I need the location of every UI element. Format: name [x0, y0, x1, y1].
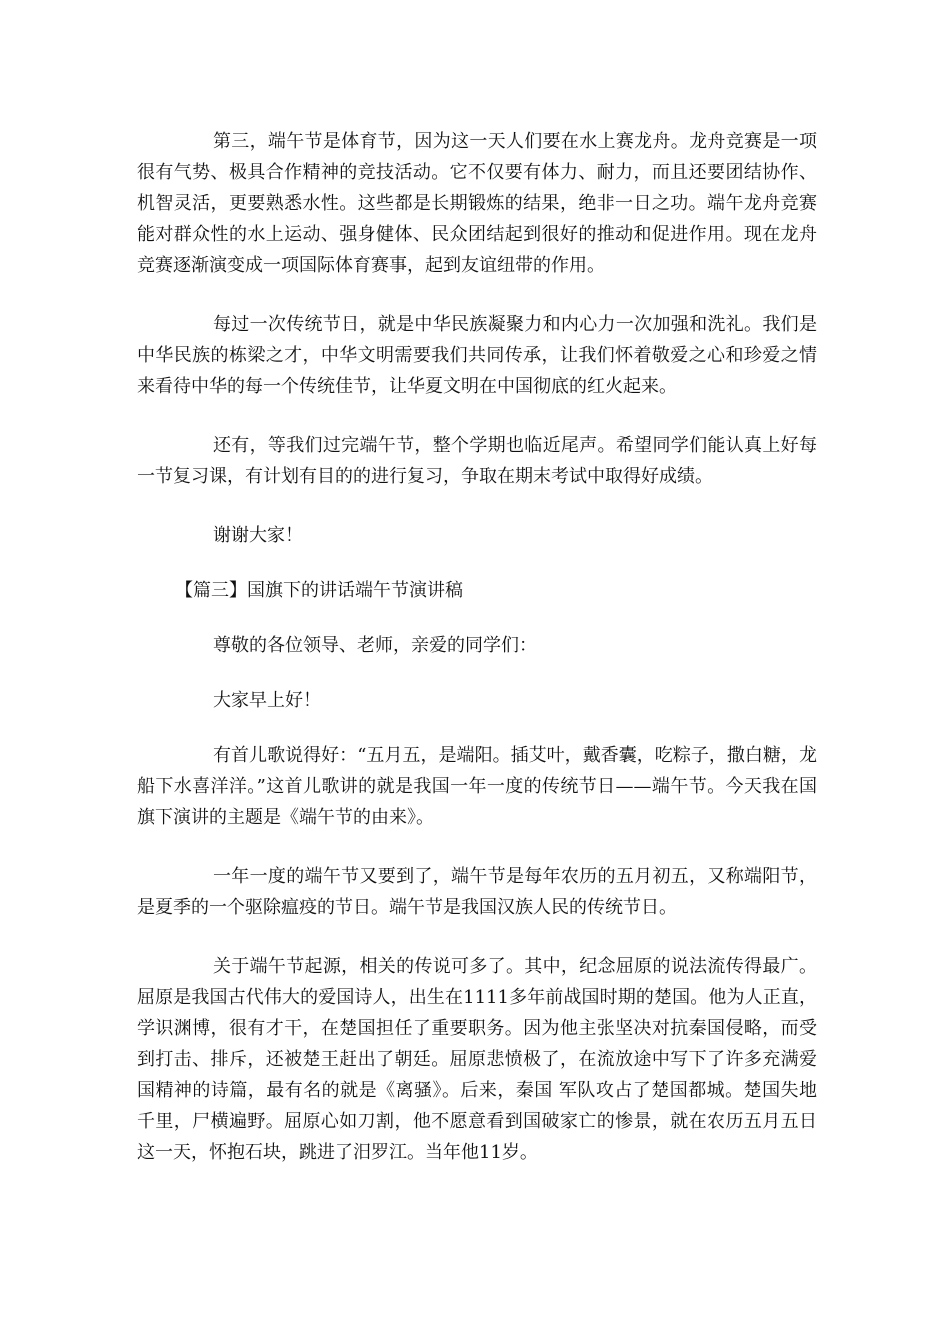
paragraph-festival-date: 一年一度的端午节又要到了，端午节是每年农历的五月初五，又称端阳节，是夏季的一个驱除瘟疫的节日。端午节是我国汉族人民的传统节日。 [137, 866, 817, 918]
paragraph-traditional-festival: 每过一次传统节日，就是中华民族凝聚力和内心力一次加强和洗礼。我们是中华民族的栋梁之才，中华文明需要我们共同传承，让我们怀着敬爱之心和珍爱之情来看待中华的每一个传统佳节，让华夏文明在中国彻底的红火起来。 [137, 314, 817, 397]
document-body [137, 126, 817, 1196]
paragraph-review-reminder: 还有，等我们过完端午节，整个学期也临近尾声。希望同学们能认真上好每一节复习课，有计划有目的的进行复习，争取在期末考试中取得好成绩。 [137, 435, 817, 487]
paragraph-salutation: 尊敬的各位领导、老师，亲爱的同学们： [213, 635, 537, 656]
paragraph-thanks: 谢谢大家！ [213, 525, 303, 546]
paragraph-qu-yuan-origin: 关于端午节起源，相关的传说可多了。其中，纪念屈原的说法流传得最广。屈原是我国古代伟大的爱国诗人，出生在1111多年前战国时期的楚国。他为人正直，学识渊博，很有才干，在楚国担任了重要职务。因为他主张坚决对抗秦国侵略，而受到打击、排斥，还被楚王赶出了朝廷。屈原悲愤极了，在流放途中写下了许多充满爱国精神的诗篇，最有名的就是《离骚》。后来，秦国 军队攻占了楚国都城。楚国失地千里，尸横遍野。屈原心如刀割，他不愿意看到国破家亡的惨景，就在农历五月五日这一天，怀抱石块，跳进了汨罗江。当年他11岁。 [137, 956, 817, 1163]
paragraph-sports-festival: 第三，端午节是体育节，因为这一天人们要在水上赛龙舟。龙舟竞赛是一项很有气势、极具合作精神的竞技活动。它不仅要有体力、耐力，而且还要团结协作、机智灵活，更要熟悉水性。这些都是长期锻炼的结果，绝非一日之功。端午龙舟竞赛能对群众性的水上运动、强身健体、民众团结起到很好的推动和促进作用。现在龙舟竞赛逐渐演变成一项国际体育赛事，起到友谊纽带的作用。 [137, 131, 817, 276]
section-heading: 【篇三】国旗下的讲话端午节演讲稿 [175, 580, 463, 601]
paragraph-greeting: 大家早上好！ [213, 690, 321, 711]
paragraph-nursery-rhyme: 有首儿歌说得好：“五月五，是端阳。插艾叶，戴香囊，吃粽子，撒白糖，龙船下水喜洋洋。”这首儿歌讲的就是我国一年一度的传统节日——端午节。今天我在国旗下演讲的主题是《端午节的由来》。 [137, 745, 817, 828]
